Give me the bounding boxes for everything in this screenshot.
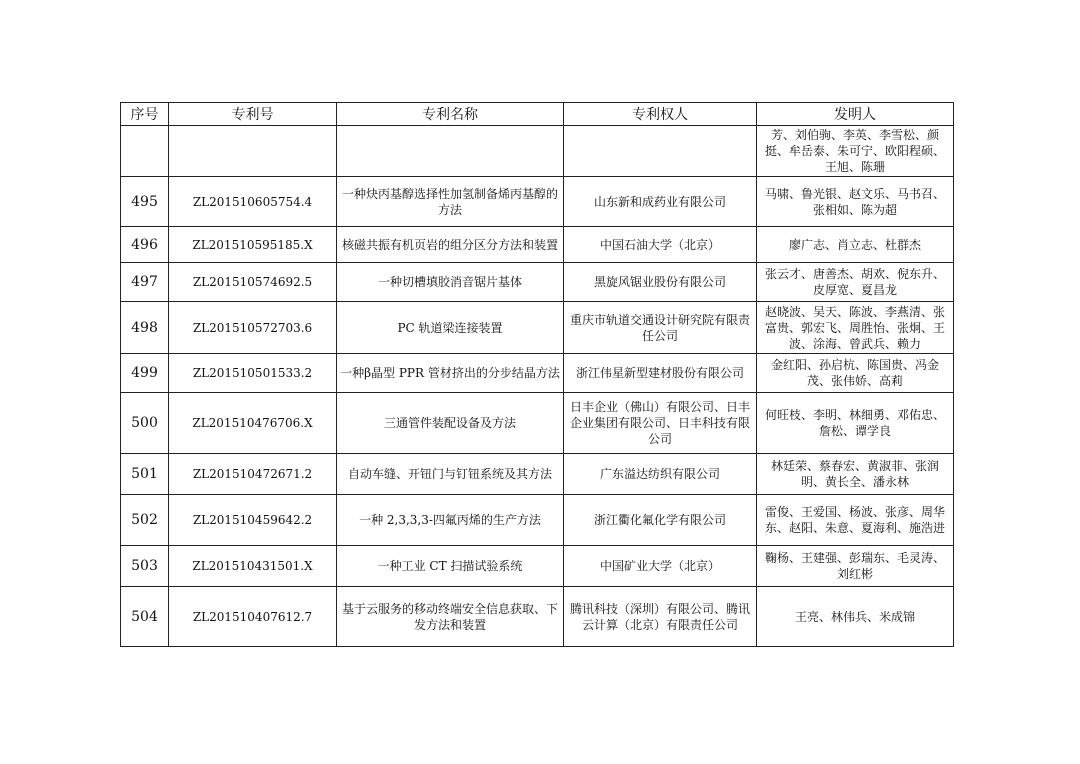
cell-patent-name: PC 轨道梁连接装置 xyxy=(337,302,564,354)
header-patent-no: 专利号 xyxy=(169,103,337,126)
cell-patent-name: 一种炔丙基醇选择性加氢制备烯丙基醇的方法 xyxy=(337,177,564,227)
table-row xyxy=(121,546,954,587)
cell-patent-holder: 浙江伟星新型建材股份有限公司 xyxy=(564,354,757,393)
cell-patent-no: ZL201510501533.2 xyxy=(169,354,337,393)
cell-seq: 502 xyxy=(121,495,169,546)
cell-patent-no: ZL201510459642.2 xyxy=(169,495,337,546)
header-inventors: 发明人 xyxy=(757,103,954,126)
cell-patent-name xyxy=(337,126,564,177)
table-row xyxy=(121,393,954,454)
table-row xyxy=(121,454,954,495)
cell-seq: 504 xyxy=(121,587,169,647)
cell-seq: 500 xyxy=(121,393,169,454)
cell-inventors: 马啸、鲁光银、赵文乐、马书召、张相如、陈为超 xyxy=(757,177,954,227)
header-row xyxy=(121,103,954,126)
cell-patent-name: 一种切槽填胶消音锯片基体 xyxy=(337,263,564,302)
cell-patent-name: 自动车缝、开钮门与钉钮系统及其方法 xyxy=(337,454,564,495)
cell-seq: 499 xyxy=(121,354,169,393)
table-row xyxy=(121,302,954,354)
cell-patent-name: 一种工业 CT 扫描试验系统 xyxy=(337,546,564,587)
cell-seq: 498 xyxy=(121,302,169,354)
cell-patent-no: ZL201510595185.X xyxy=(169,227,337,263)
cell-inventors: 芳、刘伯驹、李英、李雪松、颜挺、牟岳泰、朱可宁、欧阳程硕、王旭、陈珊 xyxy=(757,126,954,177)
cell-patent-name: 三通管件装配设备及方法 xyxy=(337,393,564,454)
table-row xyxy=(121,587,954,647)
cell-inventors: 林廷荣、蔡春宏、黄淑菲、张润明、黄长全、潘永林 xyxy=(757,454,954,495)
cell-inventors: 雷俊、王爱国、杨波、张彦、周华东、赵阳、朱意、夏海利、施浩进 xyxy=(757,495,954,546)
table-row xyxy=(121,227,954,263)
table-body xyxy=(121,126,954,647)
cell-inventors: 金红阳、孙启杭、陈国贵、冯金茂、张伟娇、高莉 xyxy=(757,354,954,393)
cell-patent-name: 基于云服务的移动终端安全信息获取、下发方法和装置 xyxy=(337,587,564,647)
cell-inventors: 赵晓波、吴天、陈波、李燕清、张富贵、郭宏飞、周胜怡、张炯、王波、涂海、曾武兵、赖力 xyxy=(757,302,954,354)
cell-patent-name: 一种 2,3,3,3-四氟丙烯的生产方法 xyxy=(337,495,564,546)
cell-inventors: 张云才、唐善杰、胡欢、倪东升、皮厚宽、夏昌龙 xyxy=(757,263,954,302)
cell-seq: 496 xyxy=(121,227,169,263)
cell-patent-holder: 腾讯科技（深圳）有限公司、腾讯云计算（北京）有限责任公司 xyxy=(564,587,757,647)
cell-inventors: 王亮、林伟兵、米成锦 xyxy=(757,587,954,647)
cell-seq: 495 xyxy=(121,177,169,227)
cell-patent-name: 核磁共振有机页岩的组分区分方法和装置 xyxy=(337,227,564,263)
cell-patent-no: ZL201510472671.2 xyxy=(169,454,337,495)
cell-patent-holder: 广东溢达纺织有限公司 xyxy=(564,454,757,495)
cell-patent-holder: 重庆市轨道交通设计研究院有限责任公司 xyxy=(564,302,757,354)
cell-seq: 497 xyxy=(121,263,169,302)
cell-patent-no: ZL201510476706.X xyxy=(169,393,337,454)
cell-patent-holder: 黑旋风锯业股份有限公司 xyxy=(564,263,757,302)
cell-patent-holder xyxy=(564,126,757,177)
cell-patent-no: ZL201510431501.X xyxy=(169,546,337,587)
cell-patent-no: ZL201510407612.7 xyxy=(169,587,337,647)
header-seq: 序号 xyxy=(121,103,169,126)
table-row xyxy=(121,354,954,393)
cell-inventors: 廖广志、肖立志、杜群杰 xyxy=(757,227,954,263)
table-row xyxy=(121,126,954,177)
cell-patent-holder: 浙江衢化氟化学有限公司 xyxy=(564,495,757,546)
header-patent-holder: 专利权人 xyxy=(564,103,757,126)
cell-patent-holder: 中国矿业大学（北京） xyxy=(564,546,757,587)
table-header xyxy=(121,103,954,126)
cell-seq: 503 xyxy=(121,546,169,587)
cell-patent-no xyxy=(169,126,337,177)
cell-seq xyxy=(121,126,169,177)
patent-table xyxy=(120,102,954,647)
table-row xyxy=(121,263,954,302)
cell-inventors: 何旺枝、李明、林细勇、邓佑忠、詹松、谭学良 xyxy=(757,393,954,454)
cell-patent-name: 一种β晶型 PPR 管材挤出的分步结晶方法 xyxy=(337,354,564,393)
cell-patent-holder: 山东新和成药业有限公司 xyxy=(564,177,757,227)
cell-inventors: 鞠杨、王建强、彭瑞东、毛灵涛、刘红彬 xyxy=(757,546,954,587)
cell-seq: 501 xyxy=(121,454,169,495)
cell-patent-holder: 日丰企业（佛山）有限公司、日丰企业集团有限公司、日丰科技有限公司 xyxy=(564,393,757,454)
cell-patent-no: ZL201510574692.5 xyxy=(169,263,337,302)
table-row xyxy=(121,177,954,227)
cell-patent-no: ZL201510572703.6 xyxy=(169,302,337,354)
cell-patent-no: ZL201510605754.4 xyxy=(169,177,337,227)
header-patent-name: 专利名称 xyxy=(337,103,564,126)
table-row xyxy=(121,495,954,546)
cell-patent-holder: 中国石油大学（北京） xyxy=(564,227,757,263)
